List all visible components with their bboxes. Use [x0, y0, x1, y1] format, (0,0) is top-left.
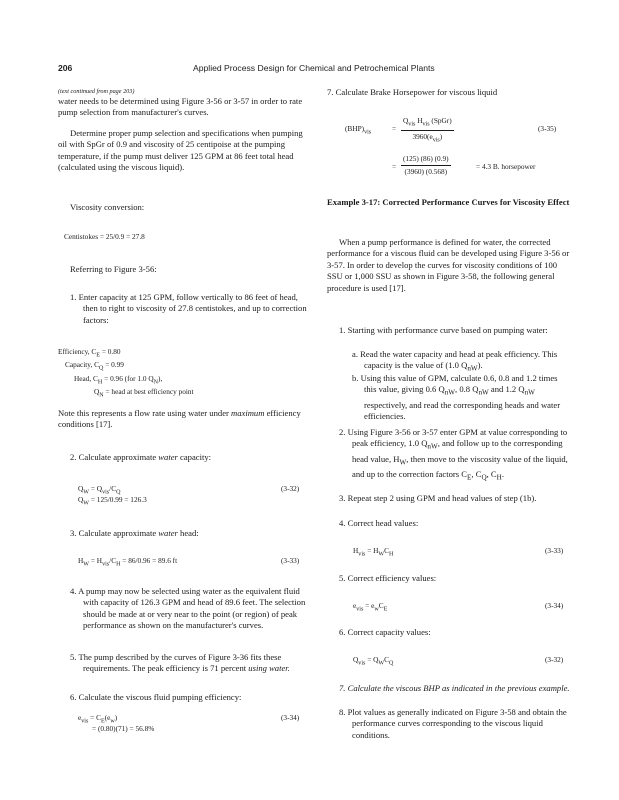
equation-3-34-tag: (3-34) — [281, 713, 300, 722]
equation-3-32-line2: $Q_W = 125/0.99 = 126.3$ — [78, 495, 147, 507]
factor-efficiency: Efficiency, $C_E = 0.80$ — [58, 347, 121, 359]
right-step-7b: 7. Calculate the viscous BHP as indicated in the previous example. — [339, 683, 570, 693]
equation-efficiency-correction: $e_{vis} = e_wC_E$ — [353, 601, 388, 613]
left-paragraph-2: Determine proper pump selection and specifications when pumping oil with SpGr of 0.9 and viscosity of 25 centipoise at the pumping temperature, if the pump must deliver 125 GPM at 86 feet total head (calculated using the viscous liquid). — [58, 128, 303, 173]
right-paragraph-1: When a pump performance is defined for water, the corrected performance for a viscous fluid can be developed using Figure 3-56 or 3-57. In order to develop the curves for viscosity conditions of 100 SSU or 1,000 SSU as shown in Figure 3-58, the following general procedure is used [17]. — [327, 237, 570, 293]
equation-3-34-result: = (0.80)(71) = 56.8% — [92, 724, 155, 733]
bhp-result: = 4.3 B. horsepower — [476, 162, 536, 171]
left-step-6: 6. Calculate the viscous fluid pumping efficiency: — [70, 692, 242, 702]
equation-3-33-tag: (3-33) — [281, 556, 300, 565]
factor-qn: $Q_N$ = head at best efficiency point — [94, 387, 194, 399]
referring-line: Referring to Figure 3-56: — [70, 264, 157, 274]
viscosity-conversion-heading: Viscosity conversion: — [70, 202, 145, 212]
left-step-2: 2. Calculate approximate water capacity: — [70, 452, 212, 462]
factor-head: Head, $C_H = 0.96$ (for 1.0 $Q_N$), — [74, 373, 163, 386]
equation-3-34: $e_{vis} = C_E(e_w)$ — [78, 713, 118, 725]
bhp-fraction-1: $\frac{Q_{vis} H_{vis} (SpGr)}{3960(e_{vis})}$ — [403, 116, 452, 144]
right-step-5: 5. Correct efficiency values: — [339, 573, 437, 583]
equation-3-33: $H_W = H_{vis}/C_H = 86/0.96 = 89.6$ ft — [78, 556, 178, 568]
equation-capacity-tag: (3-32) — [545, 655, 564, 664]
right-step-2: 2. Using Figure 3-56 or 3-57 enter GPM at value corresponding to peak efficiency, 1.0 $Q_{nW}$, and follow up to the corresponding head value, $H_W$, then move to the viscosity value of the liquid, and up to the correction factors $C_E$, $C_Q$, $C_H$. — [339, 427, 568, 482]
left-note: Note this represents a flow rate using water under maximum efficiency conditions [17]. — [58, 408, 301, 430]
left-step-1: 1. Enter capacity at 125 GPM, follow vertically to 86 feet of head, then to right to viscosity of 27.8 centistokes, and up to correction factors: — [70, 292, 307, 325]
correction-factors — [58, 347, 194, 401]
centistokes-equation: Centistokes = 25/0.9 = 27.8 — [64, 232, 145, 241]
left-step-4: 4. A pump may now be selected using water as the equivalent fluid with capacity of 126.3 GPM and head of 89.6 feet. The selection should be made at or very near to the point (or region) of peak performance as shown on the manufacturer's curves. — [70, 586, 306, 631]
left-paragraph-1: water needs to be determined using Figure 3-56 or 3-57 in order to rate pump selection from manufacturer's curves. — [58, 96, 303, 118]
bhp-fraction-2: $\frac{(125) (86) (0.9)}{(3960) (0.568)}$ — [403, 154, 449, 176]
right-step-1b: b. Using this value of GPM, calculate 0.6, 0.8 and 1.2 times this value, giving 0.6 $Q_{nW}$, 0.8 $Q_{nW}$ and 1.2 $Q_{nW}$ respectively, and read the corresponding heads and water efficiencies. — [352, 373, 561, 421]
equation-efficiency-tag: (3-34) — [545, 601, 564, 610]
page-number: 206 — [58, 63, 73, 73]
right-step-3: 3. Repeat step 2 using GPM and head values of step (1b). — [339, 493, 537, 503]
continued-note: (text continued from page 203) — [58, 88, 135, 95]
bhp-equals-2: = — [392, 162, 397, 171]
bhp-tag: (3-35) — [538, 124, 557, 133]
equation-head-correction: $H_{vis} = H_WC_H$ — [353, 546, 394, 558]
right-step-7: 7. Calculate Brake Horsepower for viscous liquid — [327, 87, 498, 97]
equation-3-32-line1: $Q_W = Q_{vis}/C_Q$ — [78, 484, 121, 496]
equation-3-32-tag: (3-32) — [281, 484, 300, 493]
example-3-17-title: Example 3-17: Corrected Performance Curves for Viscosity Effect — [327, 197, 570, 207]
right-step-1: 1. Starting with performance curve based on pumping water: — [339, 325, 548, 335]
equation-capacity-correction: $Q_{vis} = Q_WC_Q$ — [353, 655, 394, 667]
bhp-equals-1: = — [392, 124, 397, 133]
factor-capacity: Capacity, $C_Q = 0.99$ — [65, 360, 124, 372]
right-step-8: 8. Plot values as generally indicated on Figure 3-58 and obtain the performance curves corresponding to the viscous liquid conditions. — [339, 707, 567, 740]
bhp-lhs: $(BHP)_{vis}$ — [345, 124, 372, 136]
running-title: Applied Process Design for Chemical and Petrochemical Plants — [193, 63, 435, 73]
right-step-6: 6. Correct capacity values: — [339, 627, 431, 637]
equation-head-tag: (3-33) — [545, 546, 564, 555]
right-step-1a: a. Read the water capacity and head at peak efficiency. This capacity is the value of (1.0 $Q_{nW}$). — [352, 349, 558, 374]
left-step-3: 3. Calculate approximate water head: — [70, 528, 199, 538]
left-step-5: 5. The pump described by the curves of Figure 3-36 fits these requirements. The peak efficiency is 71 percent using water. — [70, 652, 290, 674]
right-step-4: 4. Correct head values: — [339, 518, 419, 528]
